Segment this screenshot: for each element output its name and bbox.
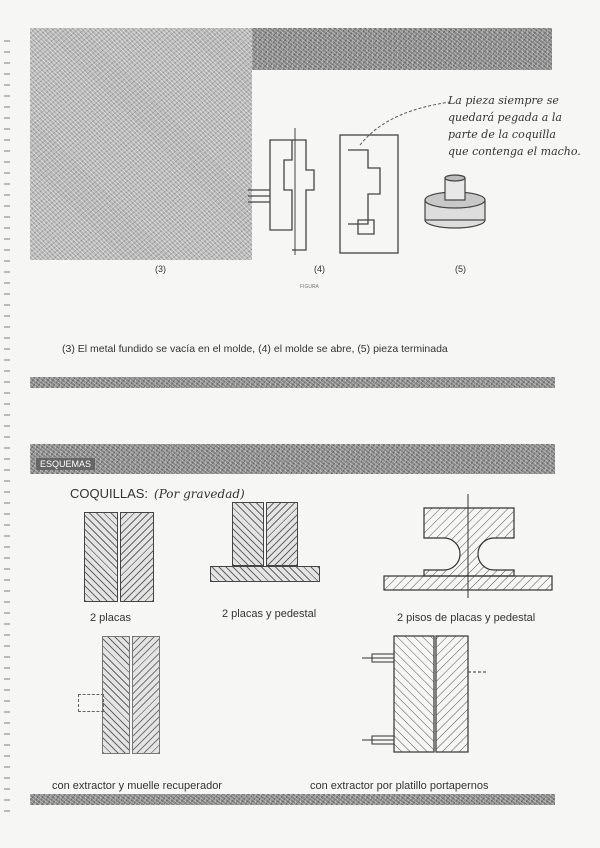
divider-band <box>30 377 555 388</box>
step-label-3: (3) <box>155 264 166 274</box>
step-label-5: (5) <box>455 264 466 274</box>
diagram-2-pisos <box>378 494 558 598</box>
step-label-4: (4) <box>314 264 325 274</box>
label-2-placas-pedestal: 2 placas y pedestal <box>222 608 317 620</box>
top-header-band <box>252 28 552 70</box>
coquillas-heading: COQUILLAS: <box>70 486 149 501</box>
top-caption: (3) El metal fundido se vacía en el molde, (4) el molde se abre, (5) pieza terminada <box>62 343 448 355</box>
coquillas-heading-row <box>70 486 245 503</box>
footer-band <box>30 794 555 805</box>
binding-margin <box>4 40 10 820</box>
note-line: La pieza siempre se <box>448 94 559 107</box>
coquillas-heading-note: (Por gravedad) <box>154 487 245 501</box>
mold-step-3 <box>248 140 314 250</box>
label-extractor-platillo: con extractor por platillo portapernos <box>310 780 489 792</box>
section-header-band <box>30 444 555 474</box>
note-line: que contenga el macho. <box>448 145 581 158</box>
finished-part-step-5 <box>425 175 485 228</box>
label-2-pisos: 2 pisos de placas y pedestal <box>397 612 536 624</box>
diagram-2-placas-pedestal <box>210 502 320 590</box>
diagram-2-placas <box>84 512 154 602</box>
mold-step-4 <box>340 135 398 253</box>
note-line: parte de la coquilla <box>448 128 556 141</box>
handwritten-note <box>448 92 598 160</box>
diagram-extractor-muelle <box>78 636 168 754</box>
label-extractor-muelle: con extractor y muelle recuperador <box>52 780 222 792</box>
section-header-label: ESQUEMAS <box>36 458 95 470</box>
figure-label: FIGURA <box>300 284 319 290</box>
scanned-text-block <box>30 28 252 260</box>
diagram-extractor-platillo <box>358 632 508 756</box>
label-2-placas: 2 placas <box>90 612 131 624</box>
note-line: quedará pegada a la <box>448 111 562 124</box>
